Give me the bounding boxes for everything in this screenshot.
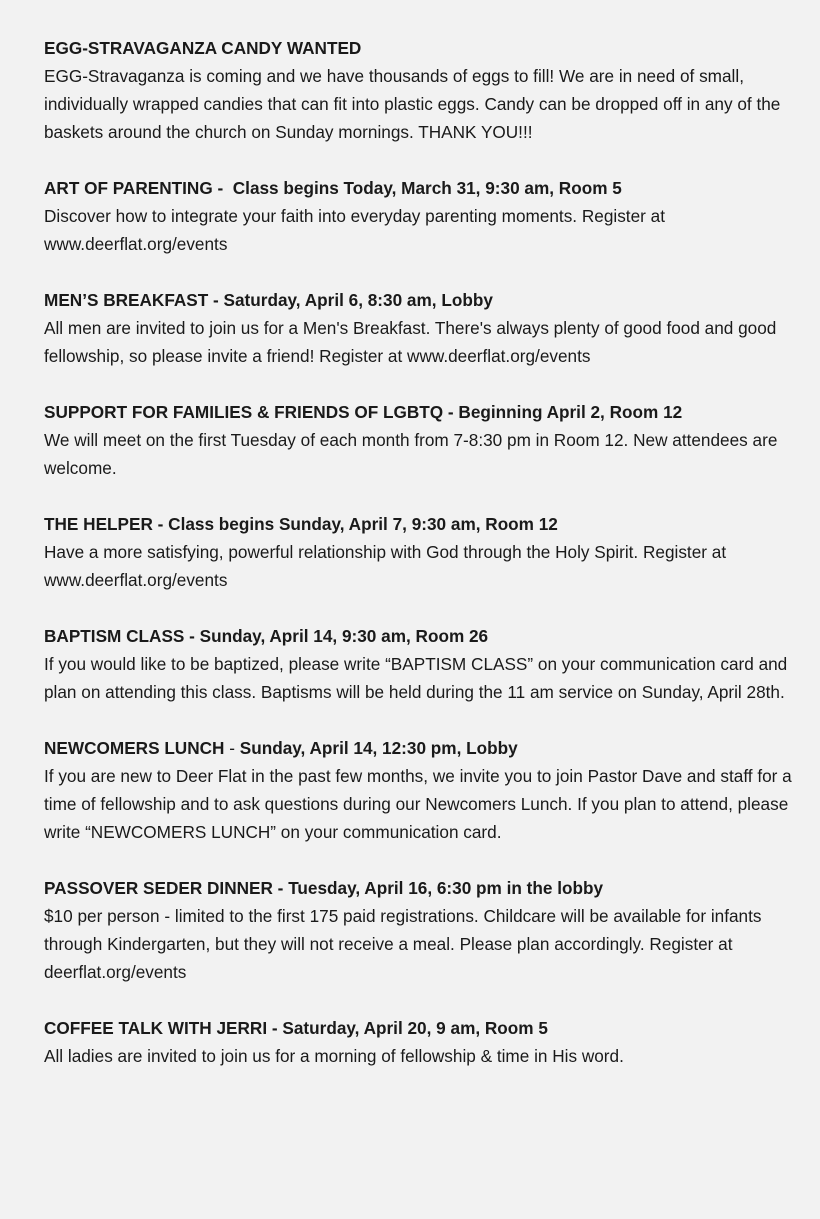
announcement-separator: - [272,878,289,898]
announcement-baptism-class [44,622,814,706]
announcement-separator: - [152,514,169,534]
announcement-name: COFFEE TALK WITH JERRI [44,1018,268,1038]
announcement-body: If you are new to Deer Flat in the past few months, we invite you to join Pastor Dave and staff for a time of fellowship and to ask questions during our Newcomers Lunch. If you plan to attend, please write “NEWCOMERS LUNCH” on your communication card. [44,766,792,842]
announcement-title [44,286,814,314]
announcement-coffee-talk [44,1014,814,1070]
announcement-title [44,622,814,650]
announcement-title [44,174,814,202]
announcement-name: NEWCOMERS LUNCH [44,738,225,758]
announcement-details: Sunday, April 14, 9:30 am, Room 26 [199,626,489,646]
announcement-details: Beginning April 2, Room 12 [458,402,683,422]
announcement-body: Discover how to integrate your faith into everyday parenting moments. Register at www.deerflat.org/events [44,206,665,254]
announcement-newcomers-lunch [44,734,814,846]
announcement-separator: - [224,738,240,758]
announcement-the-helper [44,510,814,594]
announcement-title [44,1014,814,1042]
announcement-title [44,510,814,538]
announcement-name: THE HELPER [44,514,153,534]
announcement-name: EGG-STRAVAGANZA CANDY WANTED [44,38,362,58]
announcement-separator: - [184,626,200,646]
announcement-body: All ladies are invited to join us for a morning of fellowship & time in His word. [44,1046,624,1066]
announcement-lgbtq-support [44,398,814,482]
announcement-body: If you would like to be baptized, please write “BAPTISM CLASS” on your communication card and plan on attending this class. Baptisms will be held during the 11 am service on Sunday, April 28th. [44,654,788,702]
announcement-details: Class begins Today, March 31, 9:30 am, Room 5 [232,178,622,198]
announcements-document [44,34,814,1098]
announcement-title [44,398,814,426]
announcement-separator: - [267,1018,283,1038]
announcement-separator: - [212,178,233,198]
announcement-title [44,734,814,762]
announcement-name: MEN’S BREAKFAST [44,290,209,310]
announcement-details: Class begins Sunday, April 7, 9:30 am, Room 12 [168,514,558,534]
announcement-body: All men are invited to join us for a Men's Breakfast. There's always plenty of good food and good fellowship, so please invite a friend! Register at www.deerflat.org/events [44,318,777,366]
announcement-title [44,874,814,902]
announcement-body: We will meet on the first Tuesday of each month from 7-8:30 pm in Room 12. New attendees are welcome. [44,430,778,478]
announcement-name: SUPPORT FOR FAMILIES & FRIENDS OF LGBTQ [44,402,444,422]
announcement-body: EGG-Stravaganza is coming and we have thousands of eggs to fill! We are in need of small, individually wrapped candies that can fit into plastic eggs. Candy can be dropped off in any of the baskets around the church on Sunday mornings. THANK YOU!!! [44,66,781,142]
announcement-separator: - [443,402,459,422]
announcement-name: BAPTISM CLASS [44,626,185,646]
announcement-details: Tuesday, April 16, 6:30 pm in the lobby [288,878,604,898]
announcement-body: Have a more satisfying, powerful relationship with God through the Holy Spirit. Register at www.deerflat.org/events [44,542,727,590]
announcement-passover-seder [44,874,814,986]
announcement-details: Saturday, April 20, 9 am, Room 5 [282,1018,548,1038]
announcement-name: PASSOVER SEDER DINNER [44,878,273,898]
announcement-art-of-parenting [44,174,814,258]
announcement-body: $10 per person - limited to the first 175 paid registrations. Childcare will be available for infants through Kindergarten, but they will not receive a meal. Please plan accordingly. Register at deerflat.org/events [44,906,762,982]
announcement-details: Saturday, April 6, 8:30 am, Lobby [223,290,493,310]
announcement-separator: - [208,290,224,310]
announcement-title [44,34,814,62]
announcement-mens-breakfast [44,286,814,370]
announcement-egg-stravaganza [44,34,814,146]
announcement-name: ART OF PARENTING [44,178,213,198]
announcement-details: Sunday, April 14, 12:30 pm, Lobby [239,738,518,758]
